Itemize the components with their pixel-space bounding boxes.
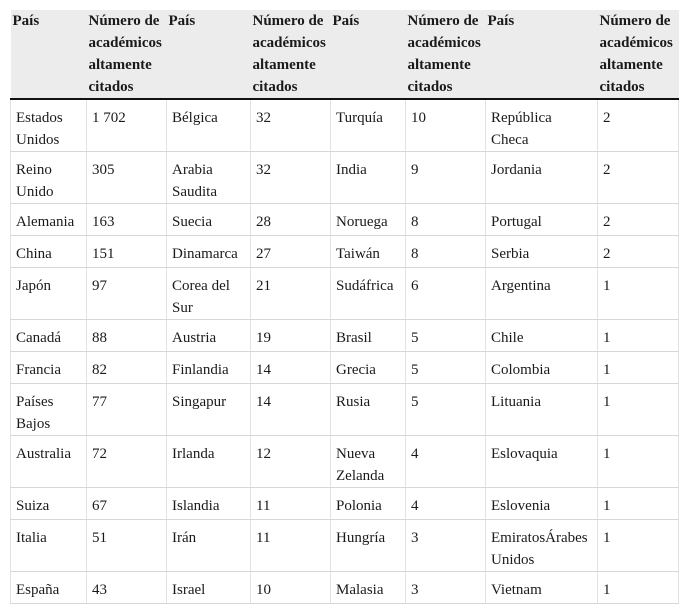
country-cell: Chile bbox=[486, 320, 598, 352]
table-row bbox=[11, 320, 679, 352]
header-row bbox=[11, 10, 679, 99]
table-row bbox=[11, 99, 679, 152]
country-cell: Australia bbox=[11, 436, 87, 488]
column-header-count: Número de académicos altamente citados bbox=[87, 10, 167, 99]
table-container bbox=[10, 10, 678, 598]
count-cell: 305 bbox=[87, 152, 167, 204]
country-cell: Irán bbox=[167, 520, 251, 572]
country-cell: Reino Unido bbox=[11, 152, 87, 204]
country-cell: Polonia bbox=[331, 488, 406, 520]
country-cell: Rusia bbox=[331, 384, 406, 436]
country-cell: Italia bbox=[11, 520, 87, 572]
table-row bbox=[11, 436, 679, 488]
country-cell: Canadá bbox=[11, 320, 87, 352]
country-cell: Eslovaquia bbox=[486, 436, 598, 488]
count-cell: 10 bbox=[406, 99, 486, 152]
column-header-count: Número de académicos altamente citados bbox=[406, 10, 486, 99]
table-row bbox=[11, 352, 679, 384]
country-cell: Islandia bbox=[167, 488, 251, 520]
country-cell: Grecia bbox=[331, 352, 406, 384]
country-cell: Serbia bbox=[486, 236, 598, 268]
country-cell: Sudáfrica bbox=[331, 268, 406, 320]
table-header bbox=[11, 10, 679, 99]
count-cell: 1 bbox=[598, 488, 679, 520]
table-body bbox=[11, 99, 679, 604]
country-cell: Vietnam bbox=[486, 572, 598, 604]
count-cell: 1 bbox=[598, 268, 679, 320]
table-row bbox=[11, 384, 679, 436]
count-cell: 43 bbox=[87, 572, 167, 604]
country-cell: India bbox=[331, 152, 406, 204]
count-cell: 6 bbox=[406, 268, 486, 320]
count-cell: 9 bbox=[406, 152, 486, 204]
count-cell: 72 bbox=[87, 436, 167, 488]
country-cell: Suecia bbox=[167, 204, 251, 236]
count-cell: 14 bbox=[251, 352, 331, 384]
count-cell: 1 bbox=[598, 320, 679, 352]
count-cell: 1 702 bbox=[87, 99, 167, 152]
country-cell: Austria bbox=[167, 320, 251, 352]
country-cell: Estados Unidos bbox=[11, 99, 87, 152]
count-cell: 32 bbox=[251, 152, 331, 204]
country-cell: Nueva Zelanda bbox=[331, 436, 406, 488]
count-cell: 14 bbox=[251, 384, 331, 436]
count-cell: 5 bbox=[406, 320, 486, 352]
count-cell: 67 bbox=[87, 488, 167, 520]
country-cell: Corea del Sur bbox=[167, 268, 251, 320]
country-cell: Brasil bbox=[331, 320, 406, 352]
table-row bbox=[11, 520, 679, 572]
count-cell: 27 bbox=[251, 236, 331, 268]
count-cell: 10 bbox=[251, 572, 331, 604]
country-cell: Suiza bbox=[11, 488, 87, 520]
country-cell: Portugal bbox=[486, 204, 598, 236]
count-cell: 2 bbox=[598, 152, 679, 204]
count-cell: 11 bbox=[251, 520, 331, 572]
country-cell: Alemania bbox=[11, 204, 87, 236]
count-cell: 4 bbox=[406, 488, 486, 520]
count-cell: 1 bbox=[598, 436, 679, 488]
count-cell: 8 bbox=[406, 236, 486, 268]
highly-cited-researchers-table bbox=[10, 10, 679, 604]
count-cell: 1 bbox=[598, 520, 679, 572]
count-cell: 32 bbox=[251, 99, 331, 152]
table-row bbox=[11, 488, 679, 520]
country-cell: Taiwán bbox=[331, 236, 406, 268]
country-cell: República Checa bbox=[486, 99, 598, 152]
count-cell: 5 bbox=[406, 352, 486, 384]
country-cell: Países Bajos bbox=[11, 384, 87, 436]
country-cell: Colombia bbox=[486, 352, 598, 384]
country-cell: Dinamarca bbox=[167, 236, 251, 268]
country-cell: Irlanda bbox=[167, 436, 251, 488]
count-cell: 1 bbox=[598, 384, 679, 436]
count-cell: 8 bbox=[406, 204, 486, 236]
count-cell: 77 bbox=[87, 384, 167, 436]
count-cell: 97 bbox=[87, 268, 167, 320]
column-header-country: País bbox=[486, 10, 598, 99]
table-row bbox=[11, 152, 679, 204]
country-cell: Noruega bbox=[331, 204, 406, 236]
count-cell: 2 bbox=[598, 236, 679, 268]
count-cell: 151 bbox=[87, 236, 167, 268]
count-cell: 19 bbox=[251, 320, 331, 352]
count-cell: 4 bbox=[406, 436, 486, 488]
count-cell: 5 bbox=[406, 384, 486, 436]
country-cell: Francia bbox=[11, 352, 87, 384]
count-cell: 1 bbox=[598, 572, 679, 604]
column-header-country: País bbox=[167, 10, 251, 99]
count-cell: 163 bbox=[87, 204, 167, 236]
country-cell: Bélgica bbox=[167, 99, 251, 152]
column-header-count: Número de académicos altamente citados bbox=[598, 10, 679, 99]
country-cell: Japón bbox=[11, 268, 87, 320]
country-cell: Eslovenia bbox=[486, 488, 598, 520]
count-cell: 3 bbox=[406, 572, 486, 604]
table-row bbox=[11, 268, 679, 320]
country-cell: Arabia Saudita bbox=[167, 152, 251, 204]
country-cell: EmiratosÁrabes Unidos bbox=[486, 520, 598, 572]
column-header-country: País bbox=[331, 10, 406, 99]
count-cell: 51 bbox=[87, 520, 167, 572]
count-cell: 3 bbox=[406, 520, 486, 572]
country-cell: China bbox=[11, 236, 87, 268]
country-cell: Finlandia bbox=[167, 352, 251, 384]
count-cell: 2 bbox=[598, 204, 679, 236]
country-cell: Hungría bbox=[331, 520, 406, 572]
country-cell: Jordania bbox=[486, 152, 598, 204]
country-cell: España bbox=[11, 572, 87, 604]
country-cell: Turquía bbox=[331, 99, 406, 152]
count-cell: 82 bbox=[87, 352, 167, 384]
table-row bbox=[11, 236, 679, 268]
count-cell: 12 bbox=[251, 436, 331, 488]
table-row bbox=[11, 572, 679, 604]
count-cell: 11 bbox=[251, 488, 331, 520]
column-header-count: Número de académicos altamente citados bbox=[251, 10, 331, 99]
count-cell: 1 bbox=[598, 352, 679, 384]
country-cell: Lituania bbox=[486, 384, 598, 436]
column-header-country: País bbox=[11, 10, 87, 99]
count-cell: 88 bbox=[87, 320, 167, 352]
count-cell: 28 bbox=[251, 204, 331, 236]
country-cell: Israel bbox=[167, 572, 251, 604]
count-cell: 21 bbox=[251, 268, 331, 320]
count-cell: 2 bbox=[598, 99, 679, 152]
country-cell: Singapur bbox=[167, 384, 251, 436]
country-cell: Malasia bbox=[331, 572, 406, 604]
table-row bbox=[11, 204, 679, 236]
country-cell: Argentina bbox=[486, 268, 598, 320]
